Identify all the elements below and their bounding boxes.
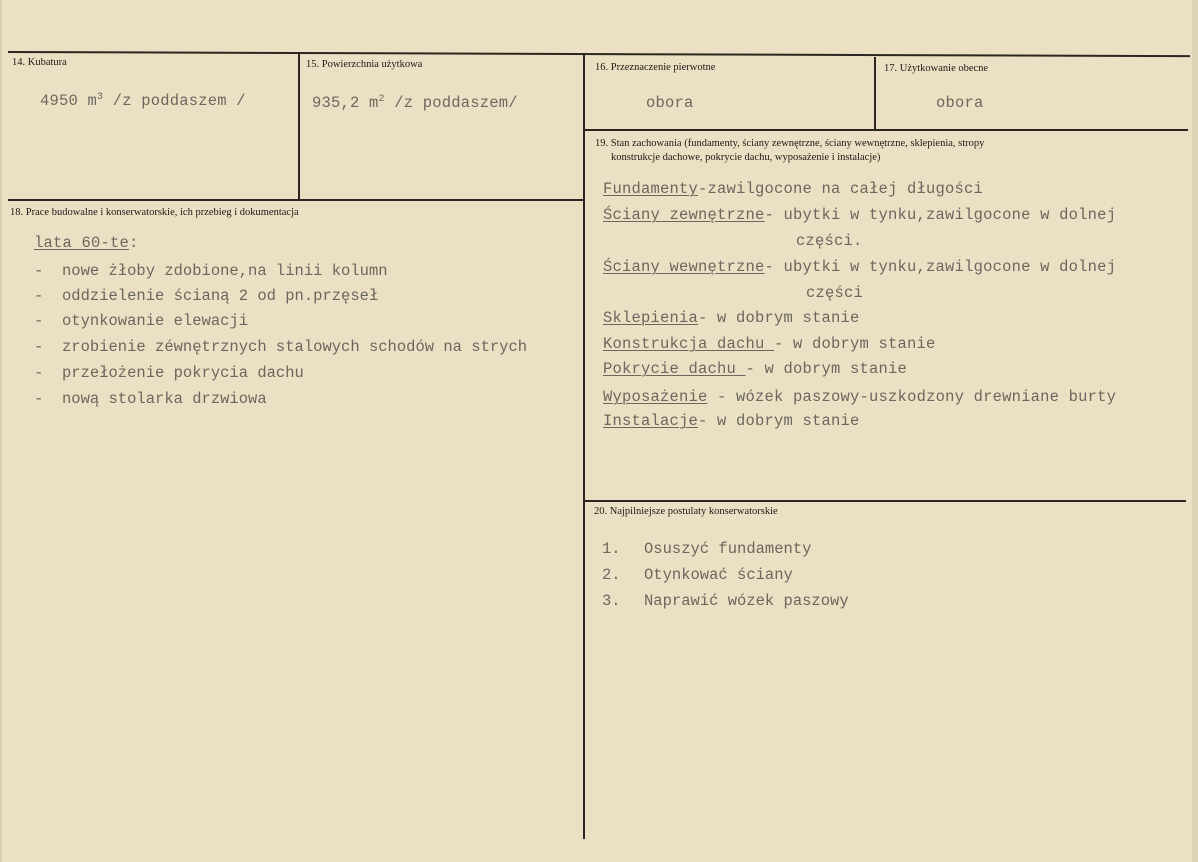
postulate-number: 3. — [602, 592, 621, 610]
works-heading-text: lata 60-te — [34, 234, 130, 252]
condition-row — [603, 258, 1116, 276]
condition-term: Konstrukcja dachu — [603, 335, 775, 353]
condition-row — [603, 206, 1116, 224]
field-20-label: 20. Najpilniejsze postulaty konserwatorskie — [594, 506, 778, 517]
works-item-bullet: - — [34, 262, 44, 280]
area-note: /z poddaszem/ — [384, 94, 518, 113]
condition-row — [796, 232, 863, 250]
condition-text: - w dobrym stanie — [698, 412, 860, 430]
condition-term: Ściany zewnętrzne — [603, 206, 765, 224]
condition-text: - w dobrym stanie — [745, 360, 908, 378]
condition-row — [603, 309, 860, 327]
works-item — [34, 390, 267, 408]
works-item-text: otynkowanie elewacji — [62, 312, 249, 330]
works-item-text: przełożenie pokrycia dachu — [62, 364, 304, 382]
postulate-number: 2. — [602, 566, 621, 584]
works-item — [34, 364, 304, 382]
postulate-text: Osuszyć fundamenty — [644, 540, 812, 558]
field-18-label: 18. Prace budowalne i konserwatorskie, ich przebieg i dokumentacja — [10, 207, 299, 218]
condition-row — [603, 180, 983, 198]
field-14-value — [40, 92, 246, 110]
works-item — [34, 287, 378, 305]
condition-text: - ubytki w tynku,zawilgocone w dolnej — [764, 258, 1117, 276]
works-item-text: nową stolarka drzwiowa — [62, 390, 267, 408]
works-item — [34, 338, 527, 356]
postulate-number: 1. — [602, 540, 621, 558]
rule-right-top — [584, 129, 1188, 131]
field-16-label: 16. Przeznaczenie pierwotne — [595, 62, 716, 73]
vertical-rule-1 — [298, 53, 300, 199]
field-19-label-line2: konstrukcje dachowe, pokrycie dachu, wyposażenie i instalacje) — [611, 152, 881, 163]
postulate-text: Otynkować ściany — [644, 566, 793, 584]
area-unit-exponent: 2 — [378, 94, 385, 105]
condition-text: - ubytki w tynku,zawilgocone w dolnej — [764, 206, 1117, 224]
condition-term: Fundamenty — [603, 180, 699, 198]
condition-row — [603, 335, 936, 353]
field-17-value: obora — [936, 94, 984, 112]
works-item-text: oddzielenie ścianą 2 od pn.przęseł — [62, 287, 379, 305]
kubatura-unit-exponent: 3 — [97, 92, 104, 103]
works-item-bullet: - — [34, 287, 44, 305]
condition-term: Ściany wewnętrzne — [603, 258, 765, 276]
condition-text: -zawilgocone na całej długości — [698, 180, 984, 198]
condition-term: Instalacje — [603, 412, 699, 430]
field-19-label-line1: 19. Stan zachowania (fundamenty, ściany zewnętrzne, ściany wewnętrzne, sklepienia, stropy — [595, 138, 985, 149]
works-heading — [34, 234, 139, 252]
field-17-label: 17. Użytkowanie obecne — [884, 63, 989, 74]
condition-text: - w dobrym stanie — [774, 335, 936, 353]
condition-row — [603, 360, 907, 378]
postulate-item — [602, 540, 811, 558]
condition-term: Sklepienia — [603, 309, 699, 327]
works-item — [34, 312, 248, 330]
works-item-bullet: - — [34, 338, 44, 356]
field-14-label: 14. Kubatura — [12, 57, 67, 68]
rule-left-mid — [8, 199, 585, 201]
top-rule — [8, 51, 1190, 57]
area-number: 935,2 m — [312, 94, 379, 113]
field-16-value: obora — [646, 94, 694, 112]
condition-text: części. — [796, 232, 863, 250]
works-item-bullet: - — [34, 312, 44, 330]
postulate-text: Naprawić wózek paszowy — [644, 592, 849, 610]
condition-term: Pokrycie dachu — [603, 360, 746, 378]
works-item-text: zrobienie zéwnętrznych stalowych schodów na strych — [62, 338, 528, 356]
field-15-label: 15. Powierzchnia użytkowa — [306, 59, 423, 70]
field-15-value — [312, 94, 518, 112]
condition-text: części — [806, 284, 864, 302]
vertical-rule-main — [583, 55, 585, 839]
condition-row — [603, 412, 860, 430]
condition-row — [603, 388, 1116, 406]
works-item-text: nowe żłoby zdobione,na linii kolumn — [62, 262, 388, 280]
condition-text: - w dobrym stanie — [698, 309, 860, 327]
vertical-rule-2 — [874, 57, 876, 130]
works-item-bullet: - — [34, 364, 44, 382]
rule-right-mid — [584, 500, 1186, 502]
postulate-item — [602, 592, 849, 610]
condition-text: - wózek paszowy-uszkodzony drewniane burty — [707, 388, 1117, 406]
works-heading-colon: : — [129, 234, 139, 252]
kubatura-note: /z poddaszem / — [103, 92, 246, 111]
condition-row — [806, 284, 863, 302]
kubatura-number: 4950 m — [40, 92, 98, 111]
postulate-item — [602, 566, 793, 584]
condition-term: Wyposażenie — [603, 388, 708, 406]
works-item — [34, 262, 388, 280]
works-item-bullet: - — [34, 390, 44, 408]
